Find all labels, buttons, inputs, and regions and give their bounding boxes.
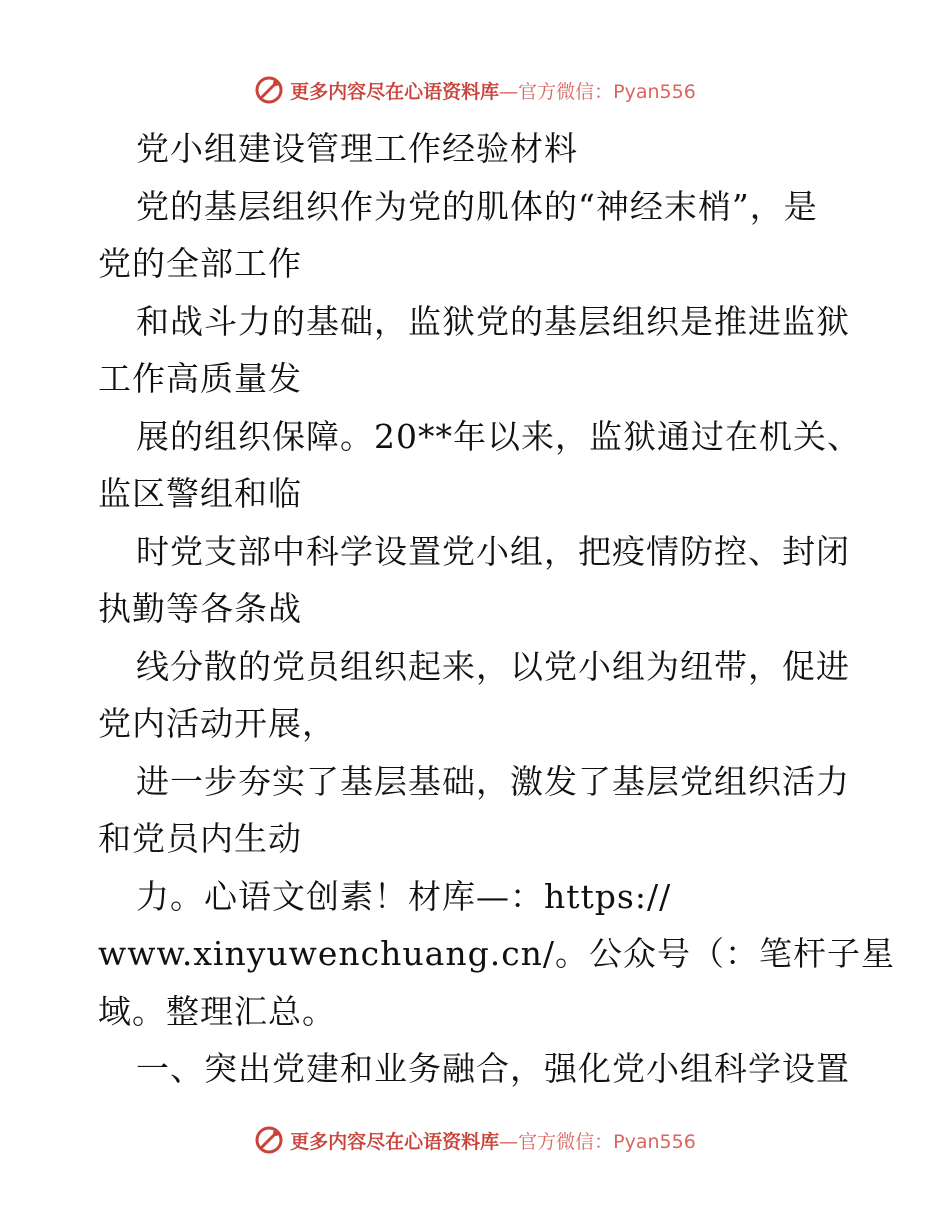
paragraph-line: 工作高质量发 — [98, 359, 302, 398]
paragraph-line: 进一步夯实了基层基础，激发了基层党组织活力 — [136, 761, 850, 801]
paragraph-line: 和党员内生动 — [98, 819, 302, 858]
section-heading: 一、突出党建和业务融合，强化党小组科学设置 — [136, 1049, 850, 1088]
paragraph-line: www.xinyuwenchuang.cn/。公众号（：笔杆子星 — [98, 934, 896, 973]
footer-banner-text — [290, 1127, 696, 1154]
document-body — [98, 120, 896, 1098]
paragraph-line: 党的全部工作 — [98, 244, 302, 283]
footer-banner — [0, 1120, 950, 1160]
header-banner-title: 更多内容尽在心语资料库 — [290, 80, 500, 103]
brush-logo-icon — [254, 1125, 284, 1155]
paragraph-line: 监区警组和临 — [98, 474, 302, 513]
paragraph-line: 线分散的党员组织起来，以党小组为纽带，促进 — [136, 646, 850, 686]
brush-logo-icon — [254, 75, 284, 105]
paragraph-line: 党内活动开展， — [98, 704, 336, 743]
paragraph-line: 展的组织保障。20**年以来，监狱通过在机关、 — [136, 416, 861, 456]
header-banner-sub: —官方微信：Pyan556 — [499, 80, 696, 103]
paragraph-line: 域。整理汇总。 — [98, 991, 336, 1031]
paragraph-line: 执勤等各条战 — [98, 589, 302, 628]
paragraph-line: 时党支部中科学设置党小组，把疫情防控、封闭 — [136, 531, 850, 571]
document-title: 党小组建设管理工作经验材料 — [136, 129, 578, 168]
paragraph-line: 和战斗力的基础，监狱党的基层组织是推进监狱 — [136, 301, 850, 341]
footer-banner-sub: —官方微信：Pyan556 — [499, 1130, 696, 1153]
paragraph-line: 力。心语文创素！材库—：https:// — [136, 876, 672, 916]
footer-banner-title: 更多内容尽在心语资料库 — [290, 1130, 500, 1153]
paragraph-line: 党的基层组织作为党的肌体的“神经末梢”，是 — [136, 186, 818, 226]
header-banner-text — [290, 77, 696, 104]
header-banner — [0, 70, 950, 110]
